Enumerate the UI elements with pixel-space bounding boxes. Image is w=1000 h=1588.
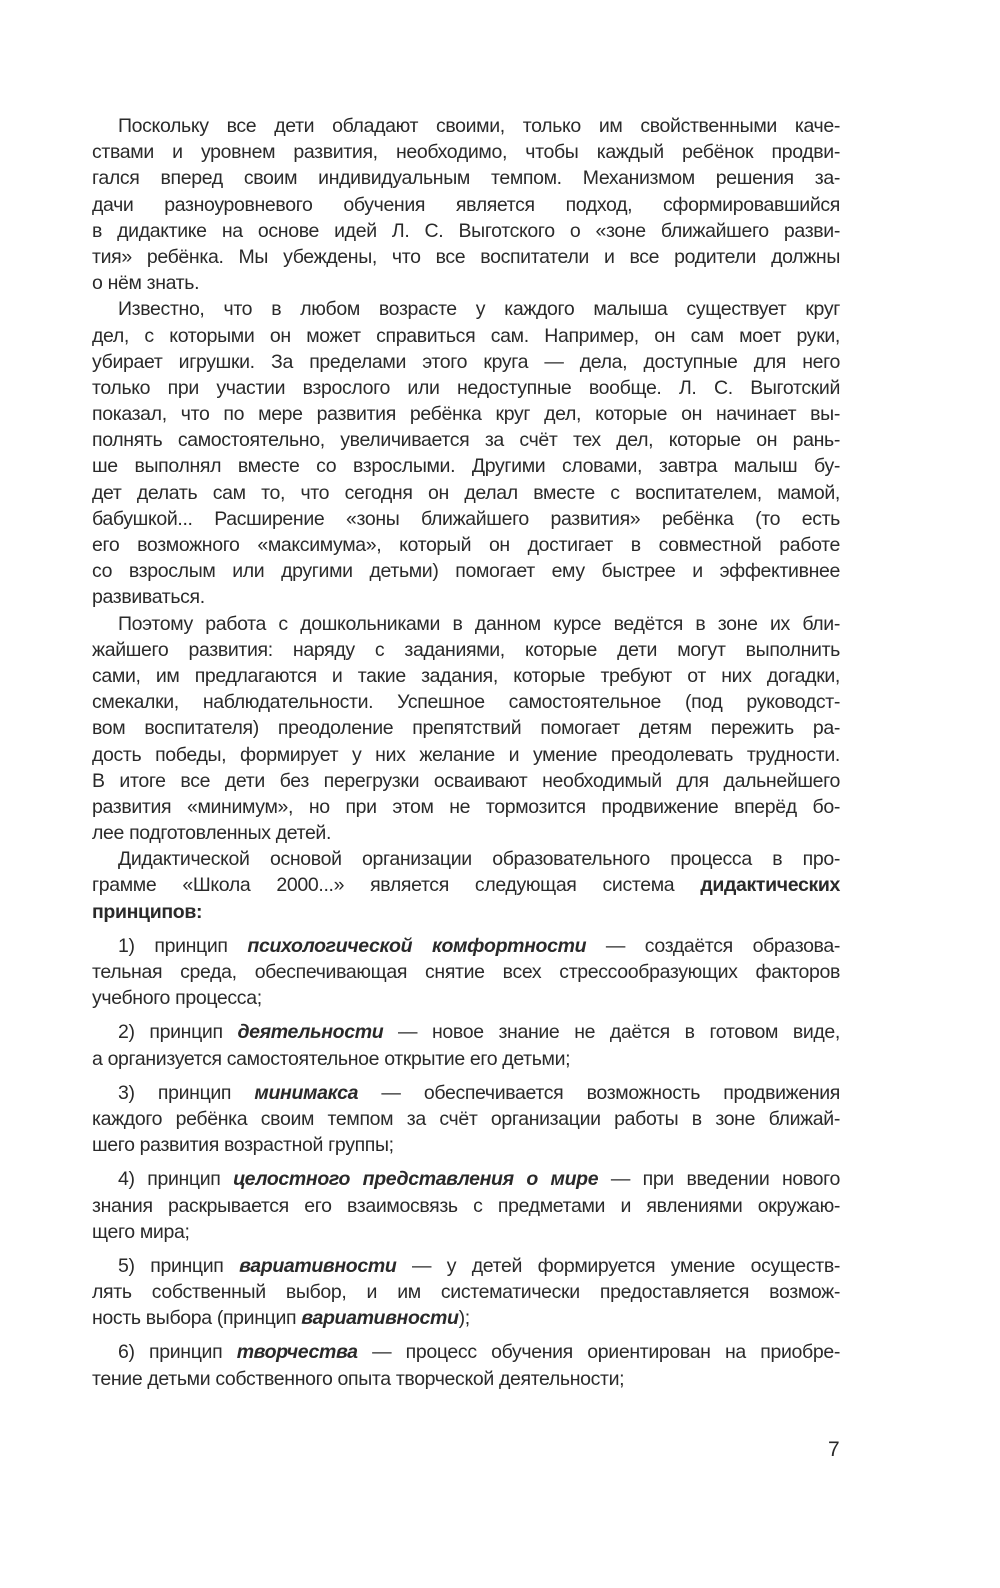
text-line (92, 1166, 840, 1192)
text-line: лее подготовленных детей. (92, 822, 332, 845)
text-line: тия» ребёнка. Мы убеждены, что все воспитатели и все родители должны (92, 245, 840, 268)
item-number: 3) принцип (118, 1081, 255, 1104)
principle-item-4 (92, 1166, 840, 1245)
text-line (92, 1253, 840, 1279)
bold-term: дидактических (700, 874, 840, 897)
bold-term: принципов: (92, 900, 203, 923)
text-line: показал, что по мере развития ребёнка круг дел, которые он начинает вы- (92, 403, 840, 426)
text-line: Поскольку все дети обладают своими, только им свойственными каче- (118, 115, 840, 137)
text-line: полнять самостоятельно, увеличивается за счёт тех дел, которые он рань- (92, 429, 840, 452)
text-line: только при участии взрослого или недоступные вообще. Л. С. Выготский (92, 376, 840, 399)
paragraph-2 (92, 296, 840, 610)
text-line: со взрослым или другими детьми) помогает ему быстрее и эффективнее (92, 560, 840, 583)
text-segment: — при введении нового (598, 1168, 840, 1191)
principle-term: минимакса (254, 1081, 359, 1104)
principle-term: вариативности (301, 1307, 459, 1330)
item-number: 4) принцип (118, 1168, 234, 1191)
text-segment: — новое знание не даётся в готовом виде, (383, 1021, 840, 1044)
text-line: Дидактической основой организации образовательного процесса в про- (118, 848, 840, 871)
text-segment: — создаётся образова- (586, 934, 840, 957)
text-line: дел, с которыми он может справиться сам. Например, он сам моет руки, (92, 324, 840, 347)
text-line: бабушкой... Расширение «зоны ближайшего развития» ребёнка (то есть (92, 507, 840, 530)
text-line (92, 1080, 840, 1106)
text-line: вом воспитателя) преодоление препятствий помогает детям пережить ра- (92, 717, 840, 740)
text-line: щего мира; (92, 1220, 190, 1243)
principle-term: целостного представления о мире (233, 1168, 599, 1191)
principles-intro (92, 846, 840, 925)
text-segment: — процесс обучения ориентирован на приобре- (357, 1341, 840, 1364)
principle-item-2 (92, 1019, 840, 1071)
text-line (92, 1019, 840, 1045)
text-line: каждого ребёнка своим темпом за счёт организации работы в зоне ближай- (92, 1107, 840, 1130)
text-line: а организуется самостоятельное открытие его детьми; (92, 1047, 571, 1070)
principle-term: творчества (236, 1341, 358, 1364)
text-line: ствами и уровнем развития, необходимо, чтобы каждый ребёнок продви- (92, 141, 840, 164)
principle-term: вариативности (239, 1254, 397, 1277)
text-line: учебного процесса; (92, 987, 262, 1010)
item-number: 2) принцип (118, 1021, 238, 1044)
page-number: 7 (828, 1438, 840, 1461)
text-line: в дидактике на основе идей Л. С. Выготского о «зоне ближайшего разви- (92, 219, 840, 242)
text-line: его возможного «максимума», который он достигает в совместной работе (92, 534, 840, 556)
text-line: убирает игрушки. За пределами этого круга — дела, доступные для него (92, 350, 840, 373)
text-segment: ность выбора (принцип (92, 1307, 302, 1330)
principle-term: психологической комфортности (247, 934, 587, 957)
principle-term: деятельности (237, 1021, 384, 1044)
text-line (92, 1305, 840, 1331)
text-line: тение детьми собственного опыта творческой деятельности; (92, 1367, 625, 1390)
principle-item-5 (92, 1253, 840, 1332)
text-line (92, 1339, 840, 1365)
paragraph-3 (92, 611, 840, 847)
text-line: тельная среда, обеспечивающая снятие всех стрессообразующих факторов (92, 961, 840, 983)
text-segment: ); (458, 1307, 470, 1330)
principle-item-3 (92, 1080, 840, 1159)
text-line: сами, им предлагаются и такие задания, которые требуют от них догадки, (92, 664, 840, 687)
item-number: 1) принцип (118, 934, 248, 957)
text-line: Известно, что в любом возрасте у каждого малыша существует круг (118, 298, 840, 321)
text-line: Поэтому работа с дошкольниками в данном курсе ведётся в зоне их бли- (118, 612, 840, 635)
text-line: В итоге все дети без перегрузки осваивают необходимый для дальнейшего (92, 769, 840, 792)
text-line: лять собственный выбор, и им систематически предоставляется возмож- (92, 1281, 840, 1304)
principle-item-6 (92, 1339, 840, 1391)
paragraph-1 (92, 113, 840, 296)
text-segment: грамме «Школа 2000...» является следующая система (92, 874, 701, 897)
text-line: смекалки, наблюдательности. Успешное самостоятельное (под руководст- (92, 691, 840, 714)
text-line: дость победы, формирует у них желание и умение преодолевать трудности. (92, 743, 840, 766)
item-number: 6) принцип (118, 1341, 237, 1364)
text-line (92, 933, 840, 959)
page-body (92, 113, 840, 1392)
text-segment: — у детей формируется умение осуществ- (396, 1254, 840, 1277)
text-line: ше выполнял вместе со взрослыми. Другими словами, завтра малыш бу- (92, 455, 840, 478)
text-line: гался вперед своим индивидуальным темпом. Механизмом решения за- (92, 167, 840, 190)
text-line: развиваться. (92, 586, 205, 609)
text-line (92, 872, 840, 898)
text-line: дет делать сам то, что сегодня он делал вместе с воспитателем, мамой, (92, 481, 840, 504)
text-segment: — обеспечивается возможность продвижения (358, 1081, 840, 1104)
text-line: знания раскрывается его взаимосвязь с предметами и явлениями окружаю- (92, 1194, 840, 1217)
text-line: развития «минимум», но при этом не тормозится продвижение вперёд бо- (92, 795, 840, 818)
text-line: жайшего развития: наряду с заданиями, которые дети могут выполнить (92, 638, 840, 661)
text-line: дачи разноуровневого обучения является подход, сформировавшийся (92, 193, 840, 216)
item-number: 5) принцип (118, 1254, 240, 1277)
principle-item-1 (92, 933, 840, 1012)
text-line: шего развития возрастной группы; (92, 1134, 394, 1157)
text-line: о нём знать. (92, 272, 200, 295)
